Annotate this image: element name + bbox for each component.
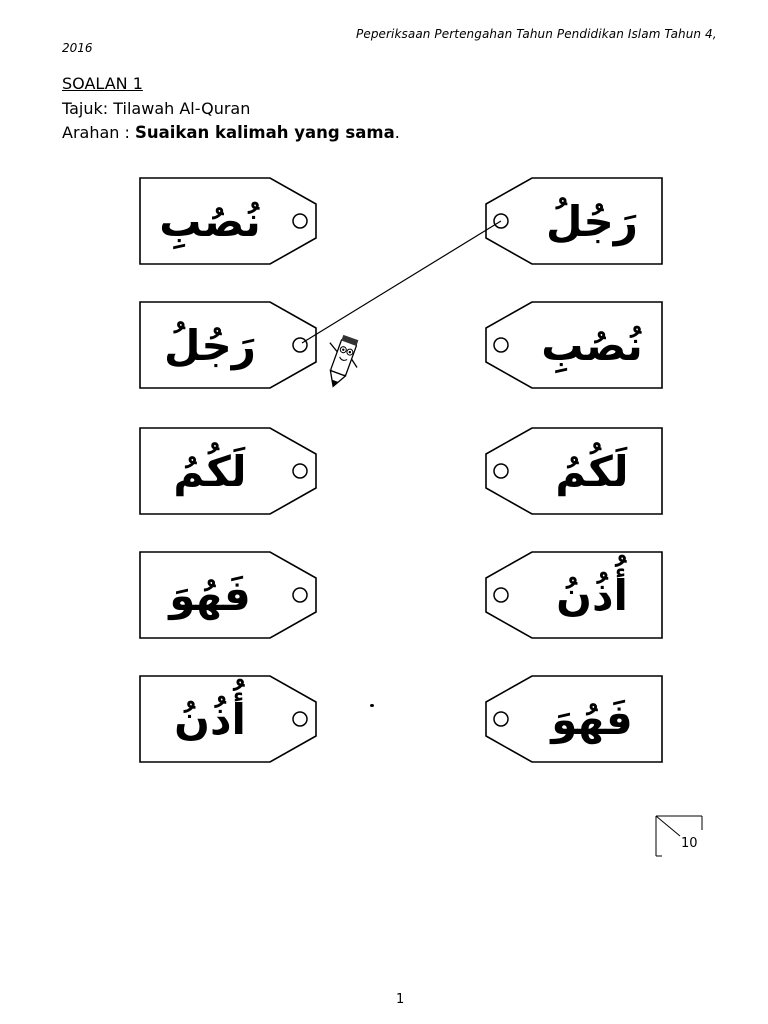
question-title: SOALAN 1: [62, 74, 143, 93]
tag-hole-icon[interactable]: [293, 712, 307, 726]
right-tag-2[interactable]: [486, 302, 662, 388]
tag-hole-icon[interactable]: [293, 588, 307, 602]
page-number: 1: [396, 992, 405, 1007]
left-tag-2[interactable]: [140, 302, 316, 388]
tag-hole-icon[interactable]: [293, 214, 307, 228]
exam-header-year: 2016: [62, 41, 93, 55]
pencil-mascot-icon: [316, 331, 366, 391]
tag-hole-icon[interactable]: [494, 338, 508, 352]
exam-header-title: Peperiksaan Pertengahan Tahun Pendidikan Islam Tahun 4,: [356, 27, 717, 41]
tag-hole-icon[interactable]: [293, 338, 307, 352]
right-word: أُذُنُ: [556, 571, 628, 620]
left-word: أُذُنُ: [174, 695, 246, 744]
question-topic: Tajuk: Tilawah Al-Quran: [62, 99, 251, 118]
left-word: لَكُمُ: [173, 447, 247, 496]
right-word: فَهُوَ: [551, 695, 633, 744]
instruction-suffix: .: [394, 123, 400, 142]
tag-hole-icon[interactable]: [494, 712, 508, 726]
left-word: فَهُوَ: [169, 571, 251, 620]
right-tag-5[interactable]: [486, 676, 662, 762]
left-word: نُصُبِ: [159, 197, 261, 246]
tag-hole-icon[interactable]: [494, 464, 508, 478]
right-word: رَجُلُ: [546, 197, 638, 246]
score-marks: 10: [681, 836, 698, 851]
right-tag-4[interactable]: [486, 552, 662, 638]
instruction-text: Suaikan kalimah yang sama: [134, 123, 395, 142]
left-tag-3[interactable]: [140, 428, 316, 514]
left-word: رَجُلُ: [164, 321, 256, 370]
left-tag-4[interactable]: [140, 552, 316, 638]
left-tag-5[interactable]: [140, 676, 316, 762]
example-match-line: [302, 221, 501, 343]
right-tag-3[interactable]: [486, 428, 662, 514]
left-tag-1[interactable]: [140, 178, 316, 264]
stray-dot: [370, 704, 374, 707]
right-word: لَكُمُ: [555, 447, 629, 496]
right-tag-1[interactable]: [486, 178, 662, 264]
tag-hole-icon[interactable]: [494, 588, 508, 602]
right-word: نُصُبِ: [541, 321, 643, 370]
instruction-prefix: Arahan :: [62, 123, 135, 142]
tag-hole-icon[interactable]: [293, 464, 307, 478]
